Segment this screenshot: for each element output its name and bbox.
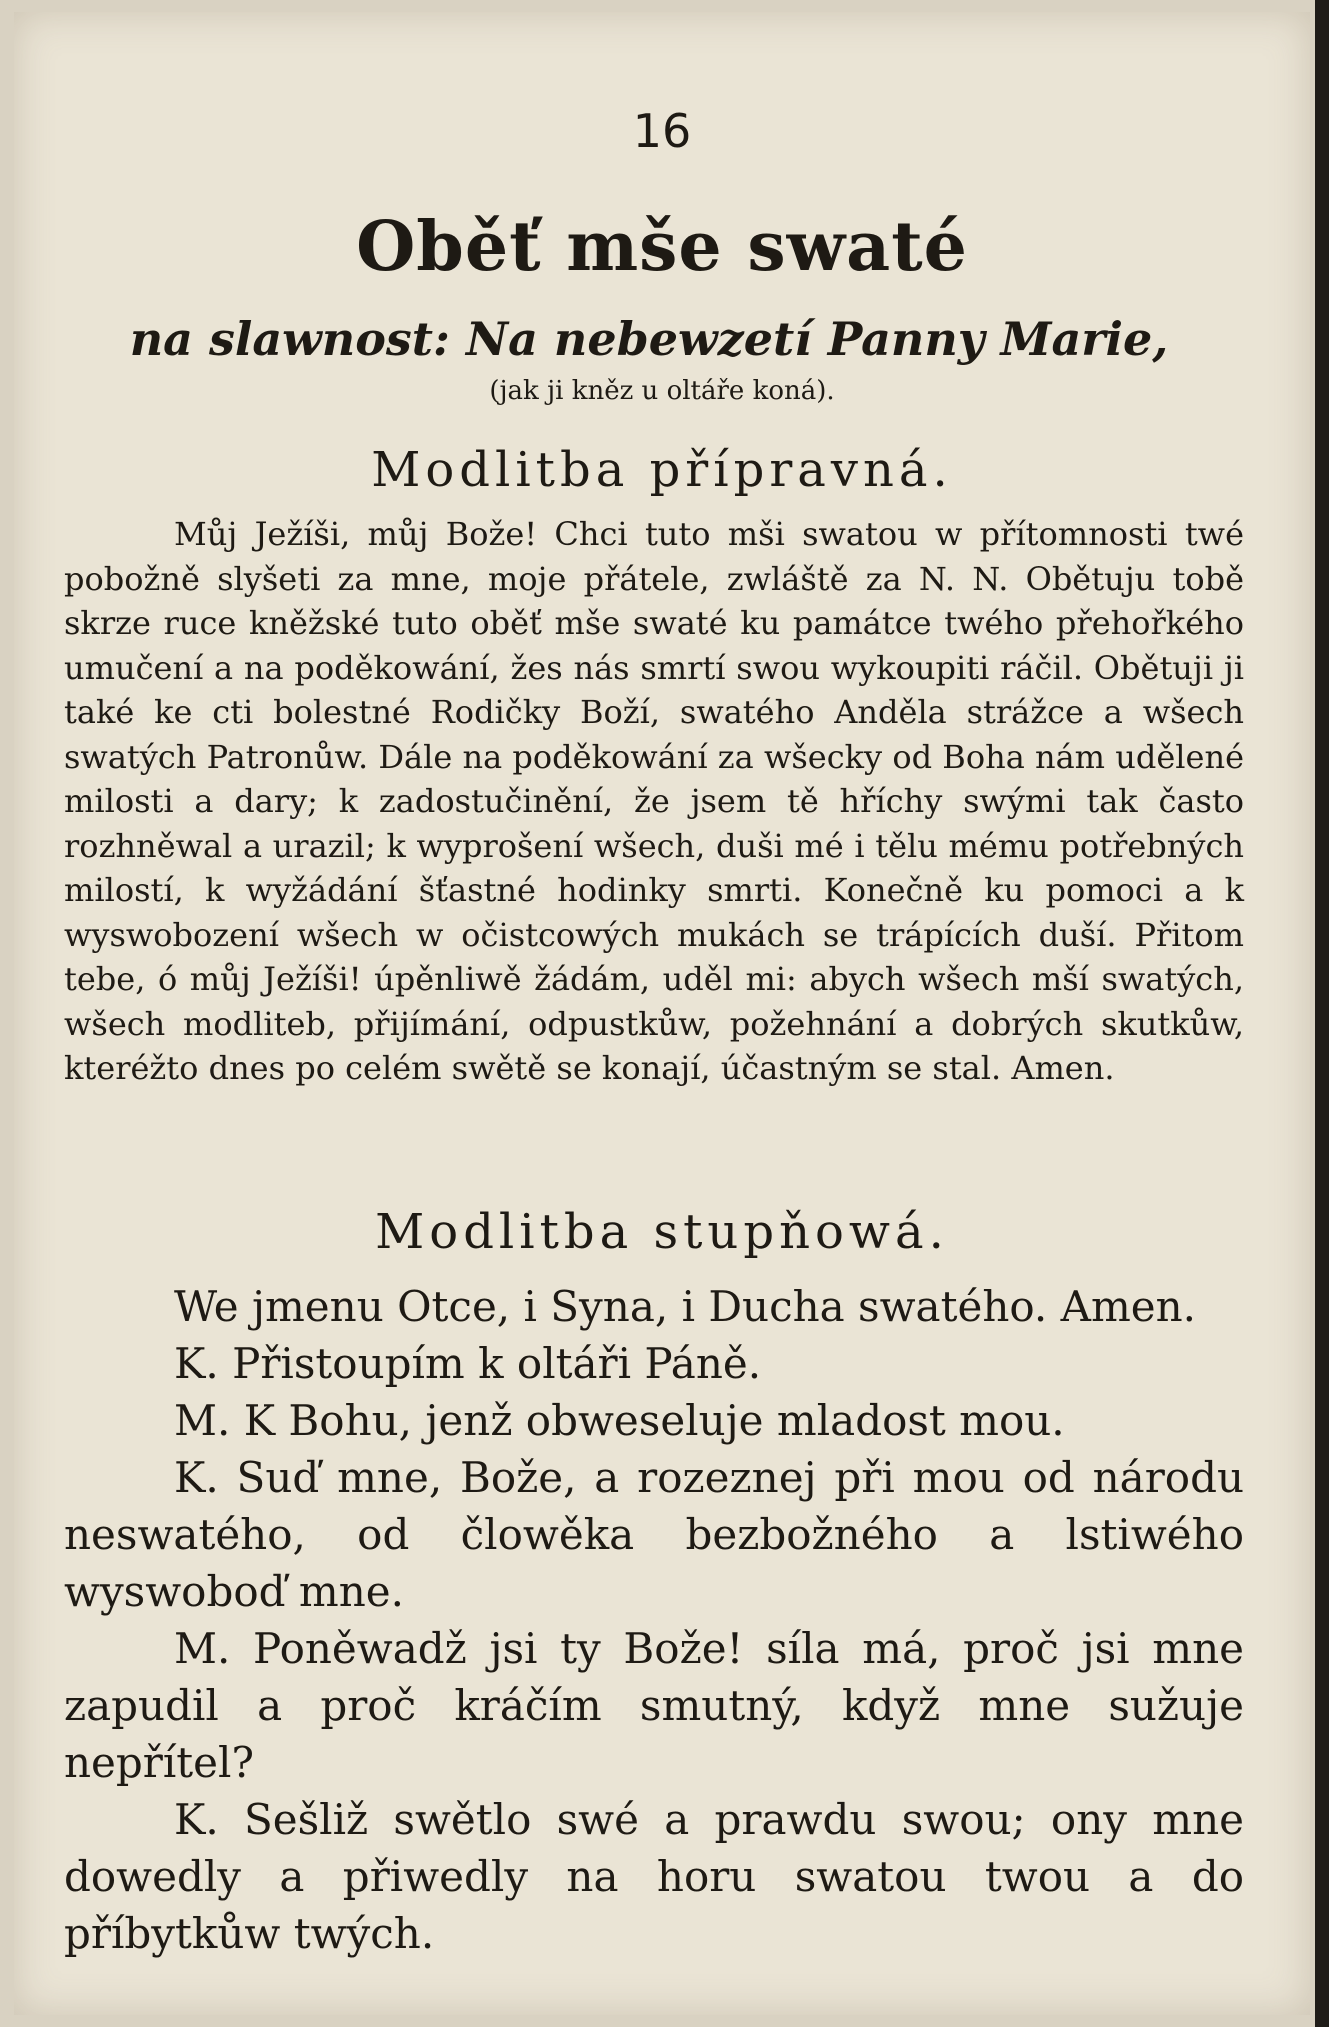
page-number: 16 — [632, 104, 692, 158]
preparatory-prayer-text: Můj Ježíši, můj Bože! Chci tuto mši swatou w přítomnosti twé pobožně slyšeti za mne, moje přátele, zwláště za N. N. Obětuju tobě skrze ruce kněžské tuto oběť mše swaté ku památce twého přehořkého umučení a na poděkowání, žes nás smrtí swou wykoupiti ráčil. Obětuji ji také ke cti bolestné Rodičky Boží, swatého Anděla strážce a wšech swatých Patronůw. Dále na poděkowání za wšecky od Boha nám udělené milosti a dary; k zadostučinění, že jsem tě hříchy swými tak často rozhněwal a urazil; k wyprošení wšech, duši mé i tělu mému potřebných milostí, k wyžádání šťastné hodinky smrti. Konečně ku pomoci a k wyswobození wšech w očistcowých mukách se trápících duší. Přitom tebe, ó můj Ježíši! úpěnliwě žádám, uděl mi: abych wšech mší swatých, wšech modliteb, přijímání, odpustkůw, požehnání a dobrých skutkůw, kteréžto dnes po celém swětě se konají, účastným se stal. Amen. — [64, 515, 1244, 1087]
step-prayer-line: K. Suď mne, Bože, a rozeznej při mou od národu neswatého, od člowěka bezbožného a lstiwého wyswoboď mne. — [64, 1453, 1244, 1616]
scan-edge — [1315, 0, 1329, 2027]
page-note: (jak ji kněz u oltáře koná). — [489, 376, 835, 406]
page-title: Oběť mše swaté — [356, 207, 968, 287]
step-prayer-line: M. K Bohu, jenž obweseluje mladost mou. — [174, 1396, 1065, 1445]
section-heading-preparatory-prayer: Modlitba přípravná. — [371, 442, 953, 498]
step-prayer-line: We jmenu Otce, i Syna, i Ducha swatého. Amen. — [174, 1282, 1197, 1331]
book-page — [14, 12, 1310, 2015]
step-prayer-body — [64, 1278, 1244, 1962]
step-prayer-line: K. Sešliž swětlo swé a prawdu swou; ony mne dowedly a přiwedly na horu swatou twou a do příbytkůw twých. — [64, 1795, 1244, 1958]
step-prayer-line: K. Přistoupím k oltáři Páně. — [174, 1339, 762, 1388]
step-prayer-line: M. Poněwadž jsi ty Bože! síla má, proč jsi mne zapudil a proč kráčím smutný, když mne sužuje nepřítel? — [64, 1624, 1244, 1787]
page-subtitle: na slawnost: Na nebewzetí Panny Marie, — [129, 312, 1169, 366]
section-heading-step-prayer: Modlitba stupňowá. — [375, 1204, 949, 1260]
